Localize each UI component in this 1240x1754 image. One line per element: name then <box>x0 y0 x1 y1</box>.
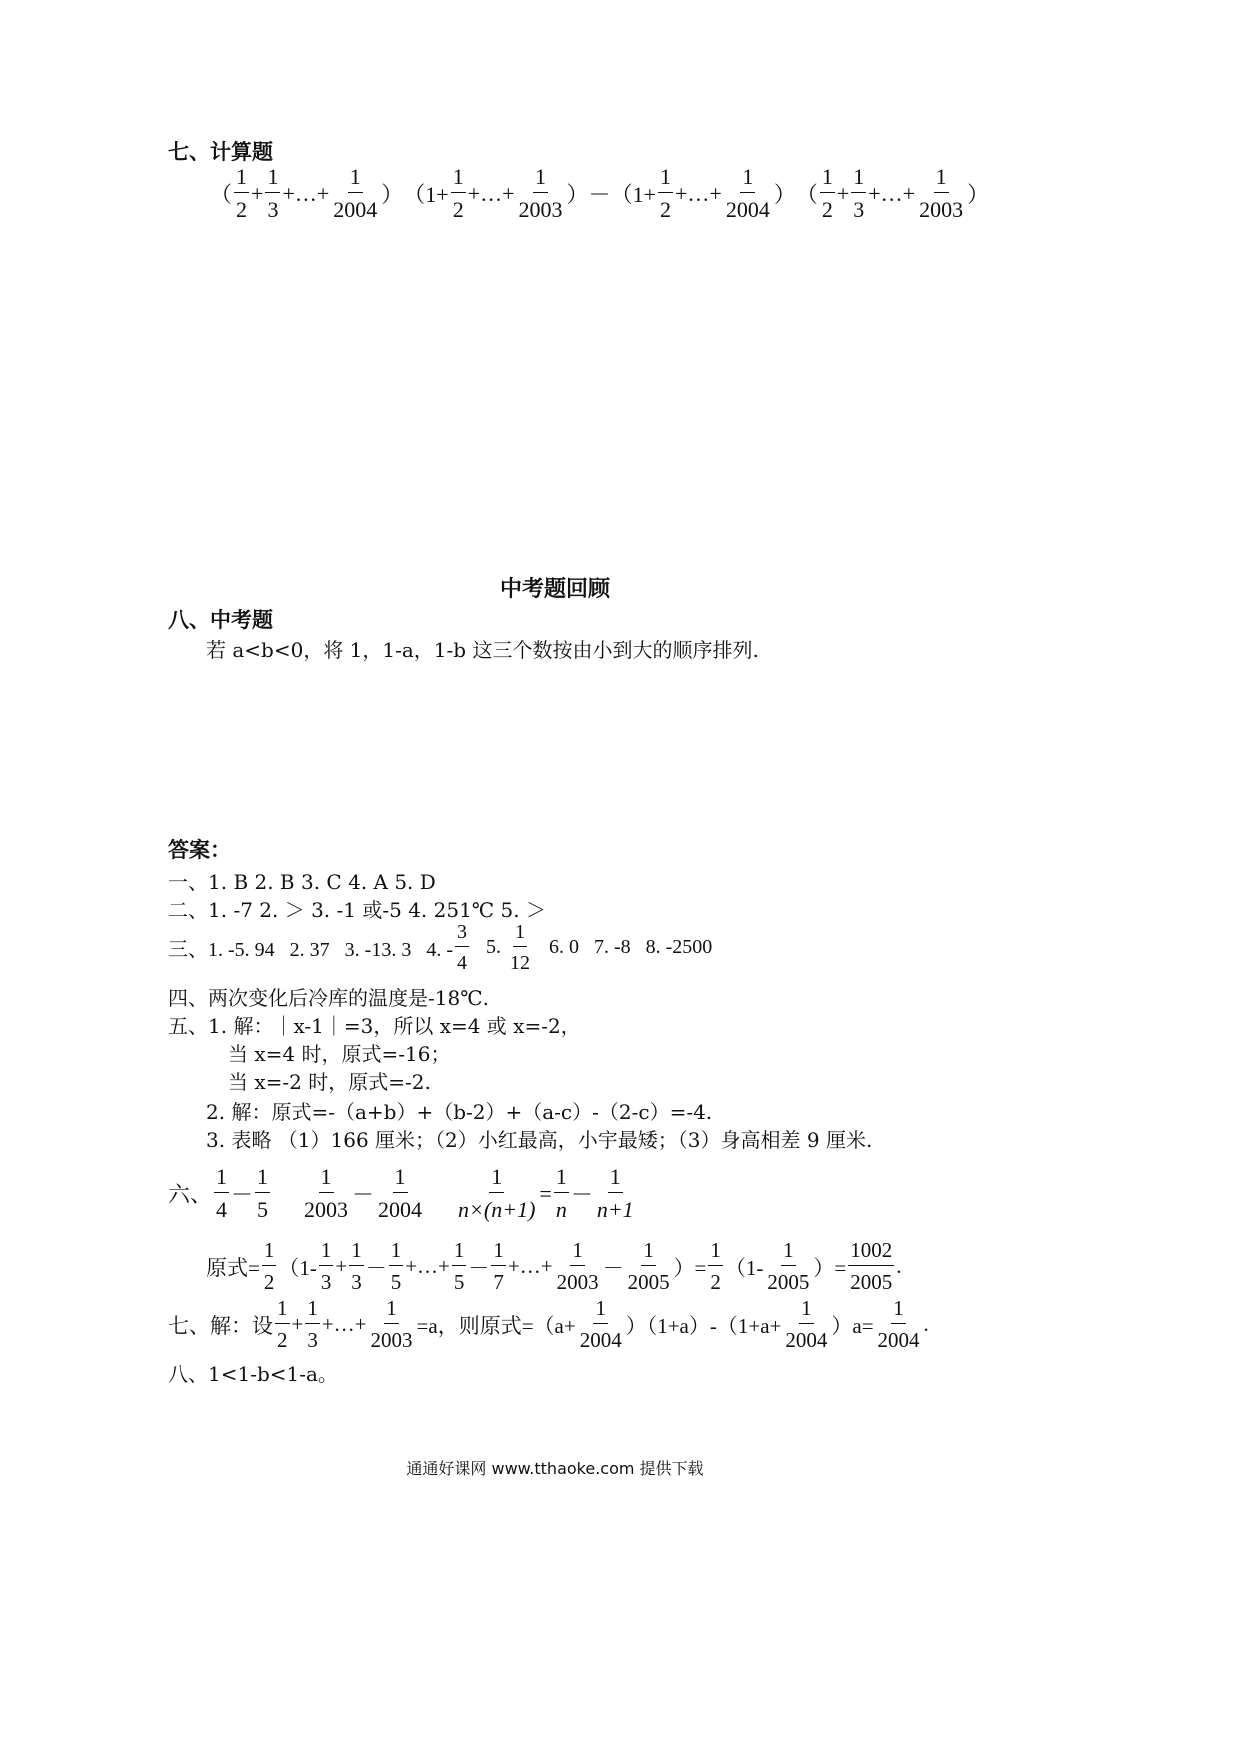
fraction: $\frac{1}{3}$ <box>320 1238 332 1294</box>
fraction: $\frac{3}{4}$ <box>456 921 467 974</box>
fraction: $\frac{1}{2003}$ <box>556 1238 599 1294</box>
fraction: $\frac{1}{n}$ <box>555 1164 567 1222</box>
fraction: $\frac{1}{3}$ <box>307 1296 318 1352</box>
paren: （ <box>210 182 233 207</box>
paren: ） <box>967 182 990 207</box>
operator: － <box>602 1255 624 1280</box>
fraction: $\frac{1}{2005}$ <box>627 1238 670 1294</box>
operator: － <box>231 1182 254 1207</box>
operator: +…+ <box>868 180 916 206</box>
fraction: $\frac{1}{2}$ <box>452 164 464 222</box>
operator: +…+ <box>405 1254 450 1278</box>
answers-heading: 答案： <box>168 837 231 862</box>
fraction: $\frac{1}{2}$ <box>263 1238 275 1294</box>
answer-text: 原式= <box>206 1255 260 1280</box>
fraction: $\frac{1}{2004}$ <box>378 1164 423 1222</box>
answer-text: 6. 0 7. -8 8. -2500 <box>533 936 713 958</box>
answer-text: 三、1. -5. 94 2. 37 3. -13. 3 4. - <box>168 939 453 961</box>
answer-line-6b <box>206 1240 902 1293</box>
review-title: 中考题回顾 <box>499 576 610 602</box>
answer-line-5d: 3. 表略 （1）166 厘米；（2）小红最高，小宇最矮；（3）身高相差 9 厘米. <box>206 1128 873 1152</box>
operator: +…+ <box>282 180 330 206</box>
answer-line-5c: 2. 解：原式=-（a+b）+（b-2）+（a-c）-（2-c）=-4. <box>206 1100 713 1124</box>
fraction: $\frac{1}{3}$ <box>267 164 279 222</box>
answer-line-1: 一、1. B 2. B 3. C 4. A 5. D <box>168 870 436 894</box>
operator: － <box>365 1255 387 1280</box>
fraction: $\frac{1}{5}$ <box>453 1238 465 1294</box>
fraction: $\frac{1}{5}$ <box>390 1238 402 1294</box>
fraction: $\frac{1}{2003}$ <box>304 1164 349 1222</box>
fraction: $\frac{1}{2003}$ <box>919 164 964 222</box>
fraction: $\frac{1}{4}$ <box>216 1164 228 1222</box>
fraction: $\frac{1}{2}$ <box>659 164 671 222</box>
paren: ） <box>566 182 589 207</box>
fraction: $\frac{1}{2004}$ <box>333 164 378 222</box>
operator: － <box>468 1255 490 1280</box>
fraction: $\frac{1}{5}$ <box>257 1164 269 1222</box>
operator: － <box>570 1182 593 1207</box>
paren: ）= <box>813 1255 847 1280</box>
operator: +…+ <box>674 180 722 206</box>
q7-expression <box>210 166 989 221</box>
operator: － <box>352 1182 375 1207</box>
answer-text: =a，则原式=（a+ <box>416 1313 576 1338</box>
answer-line-7 <box>168 1298 929 1351</box>
paren: （ <box>795 182 818 207</box>
operator: + <box>291 1312 304 1336</box>
fraction: $\frac{1}{2004}$ <box>579 1296 622 1352</box>
paren: （1- <box>278 1255 317 1280</box>
paren: ） <box>773 182 796 207</box>
q8-text: 若 a<b<0，将 1，1-a，1-b 这三个数按由小到大的顺序排列. <box>206 638 759 662</box>
operator: + <box>836 180 850 206</box>
fraction: $\frac{1}{2}$ <box>821 164 833 222</box>
fraction: $\frac{1}{n\times(n+1)}$ <box>458 1164 536 1222</box>
q7-heading: 七、计算题 <box>168 139 273 164</box>
fraction: $\frac{1}{3}$ <box>351 1238 362 1294</box>
answer-line-3 <box>168 922 712 973</box>
fraction: $\frac{1}{2004}$ <box>725 164 770 222</box>
paren: ）= <box>673 1255 707 1280</box>
operator: － <box>588 182 611 207</box>
q8-heading: 八、中考题 <box>168 607 273 632</box>
paren: （1- <box>724 1255 764 1280</box>
paren: ） <box>381 182 404 207</box>
answer-text: ）a= <box>831 1313 874 1338</box>
paren: （1+ <box>403 182 449 207</box>
answer-line-5: 五、1. 解：｜x-1｜=3，所以 x=4 或 x=-2， <box>168 1014 581 1038</box>
operator: + <box>335 1254 348 1278</box>
operator: +…+ <box>467 180 515 206</box>
operator: +…+ <box>507 1254 553 1278</box>
answer-line-6 <box>168 1166 638 1221</box>
answer-text: 六、 <box>168 1182 213 1207</box>
paren: （1+ <box>610 182 656 207</box>
fraction: $\frac{1}{n+1}$ <box>596 1164 634 1222</box>
fraction: $\frac{1}{2003}$ <box>370 1296 413 1352</box>
answer-line-2: 二、1. -7 2. ＞ 3. -1 或-5 4. 251℃ 5. ＞ <box>168 898 546 922</box>
operator: . <box>923 1312 929 1336</box>
operator: = <box>539 1180 552 1206</box>
fraction: $\frac{1002}{2005}$ <box>850 1238 893 1294</box>
answer-line-5a: 当 x=4 时，原式=-16； <box>228 1042 451 1066</box>
footer-text: 通通好课网 www.tthaoke.com 提供下载 <box>406 1459 704 1478</box>
fraction: $\frac{1}{2}$ <box>710 1238 721 1294</box>
answer-line-8: 八、1<1-b<1-a。 <box>168 1362 338 1386</box>
fraction: $\frac{1}{7}$ <box>493 1238 504 1294</box>
fraction: $\frac{1}{2004}$ <box>785 1296 828 1352</box>
answer-line-5b: 当 x=-2 时，原式=-2. <box>228 1070 431 1094</box>
operator: . <box>896 1254 902 1278</box>
fraction: $\frac{1}{2003}$ <box>518 164 563 222</box>
fraction: $\frac{1}{2}$ <box>236 164 248 222</box>
answer-text: 5. <box>470 936 506 958</box>
operator: +…+ <box>321 1312 367 1336</box>
answer-line-4: 四、两次变化后冷库的温度是-18℃. <box>168 986 489 1010</box>
fraction: $\frac{1}{3}$ <box>853 164 865 222</box>
fraction: $\frac{1}{12}$ <box>509 921 530 974</box>
answer-text: ）（1+a）-（1+a+ <box>625 1313 782 1338</box>
fraction: $\frac{1}{2004}$ <box>877 1296 920 1352</box>
answer-text: 七、解：设 <box>168 1313 273 1338</box>
fraction: $\frac{1}{2}$ <box>277 1296 288 1352</box>
fraction: $\frac{1}{2005}$ <box>767 1238 810 1294</box>
operator: + <box>251 180 264 206</box>
